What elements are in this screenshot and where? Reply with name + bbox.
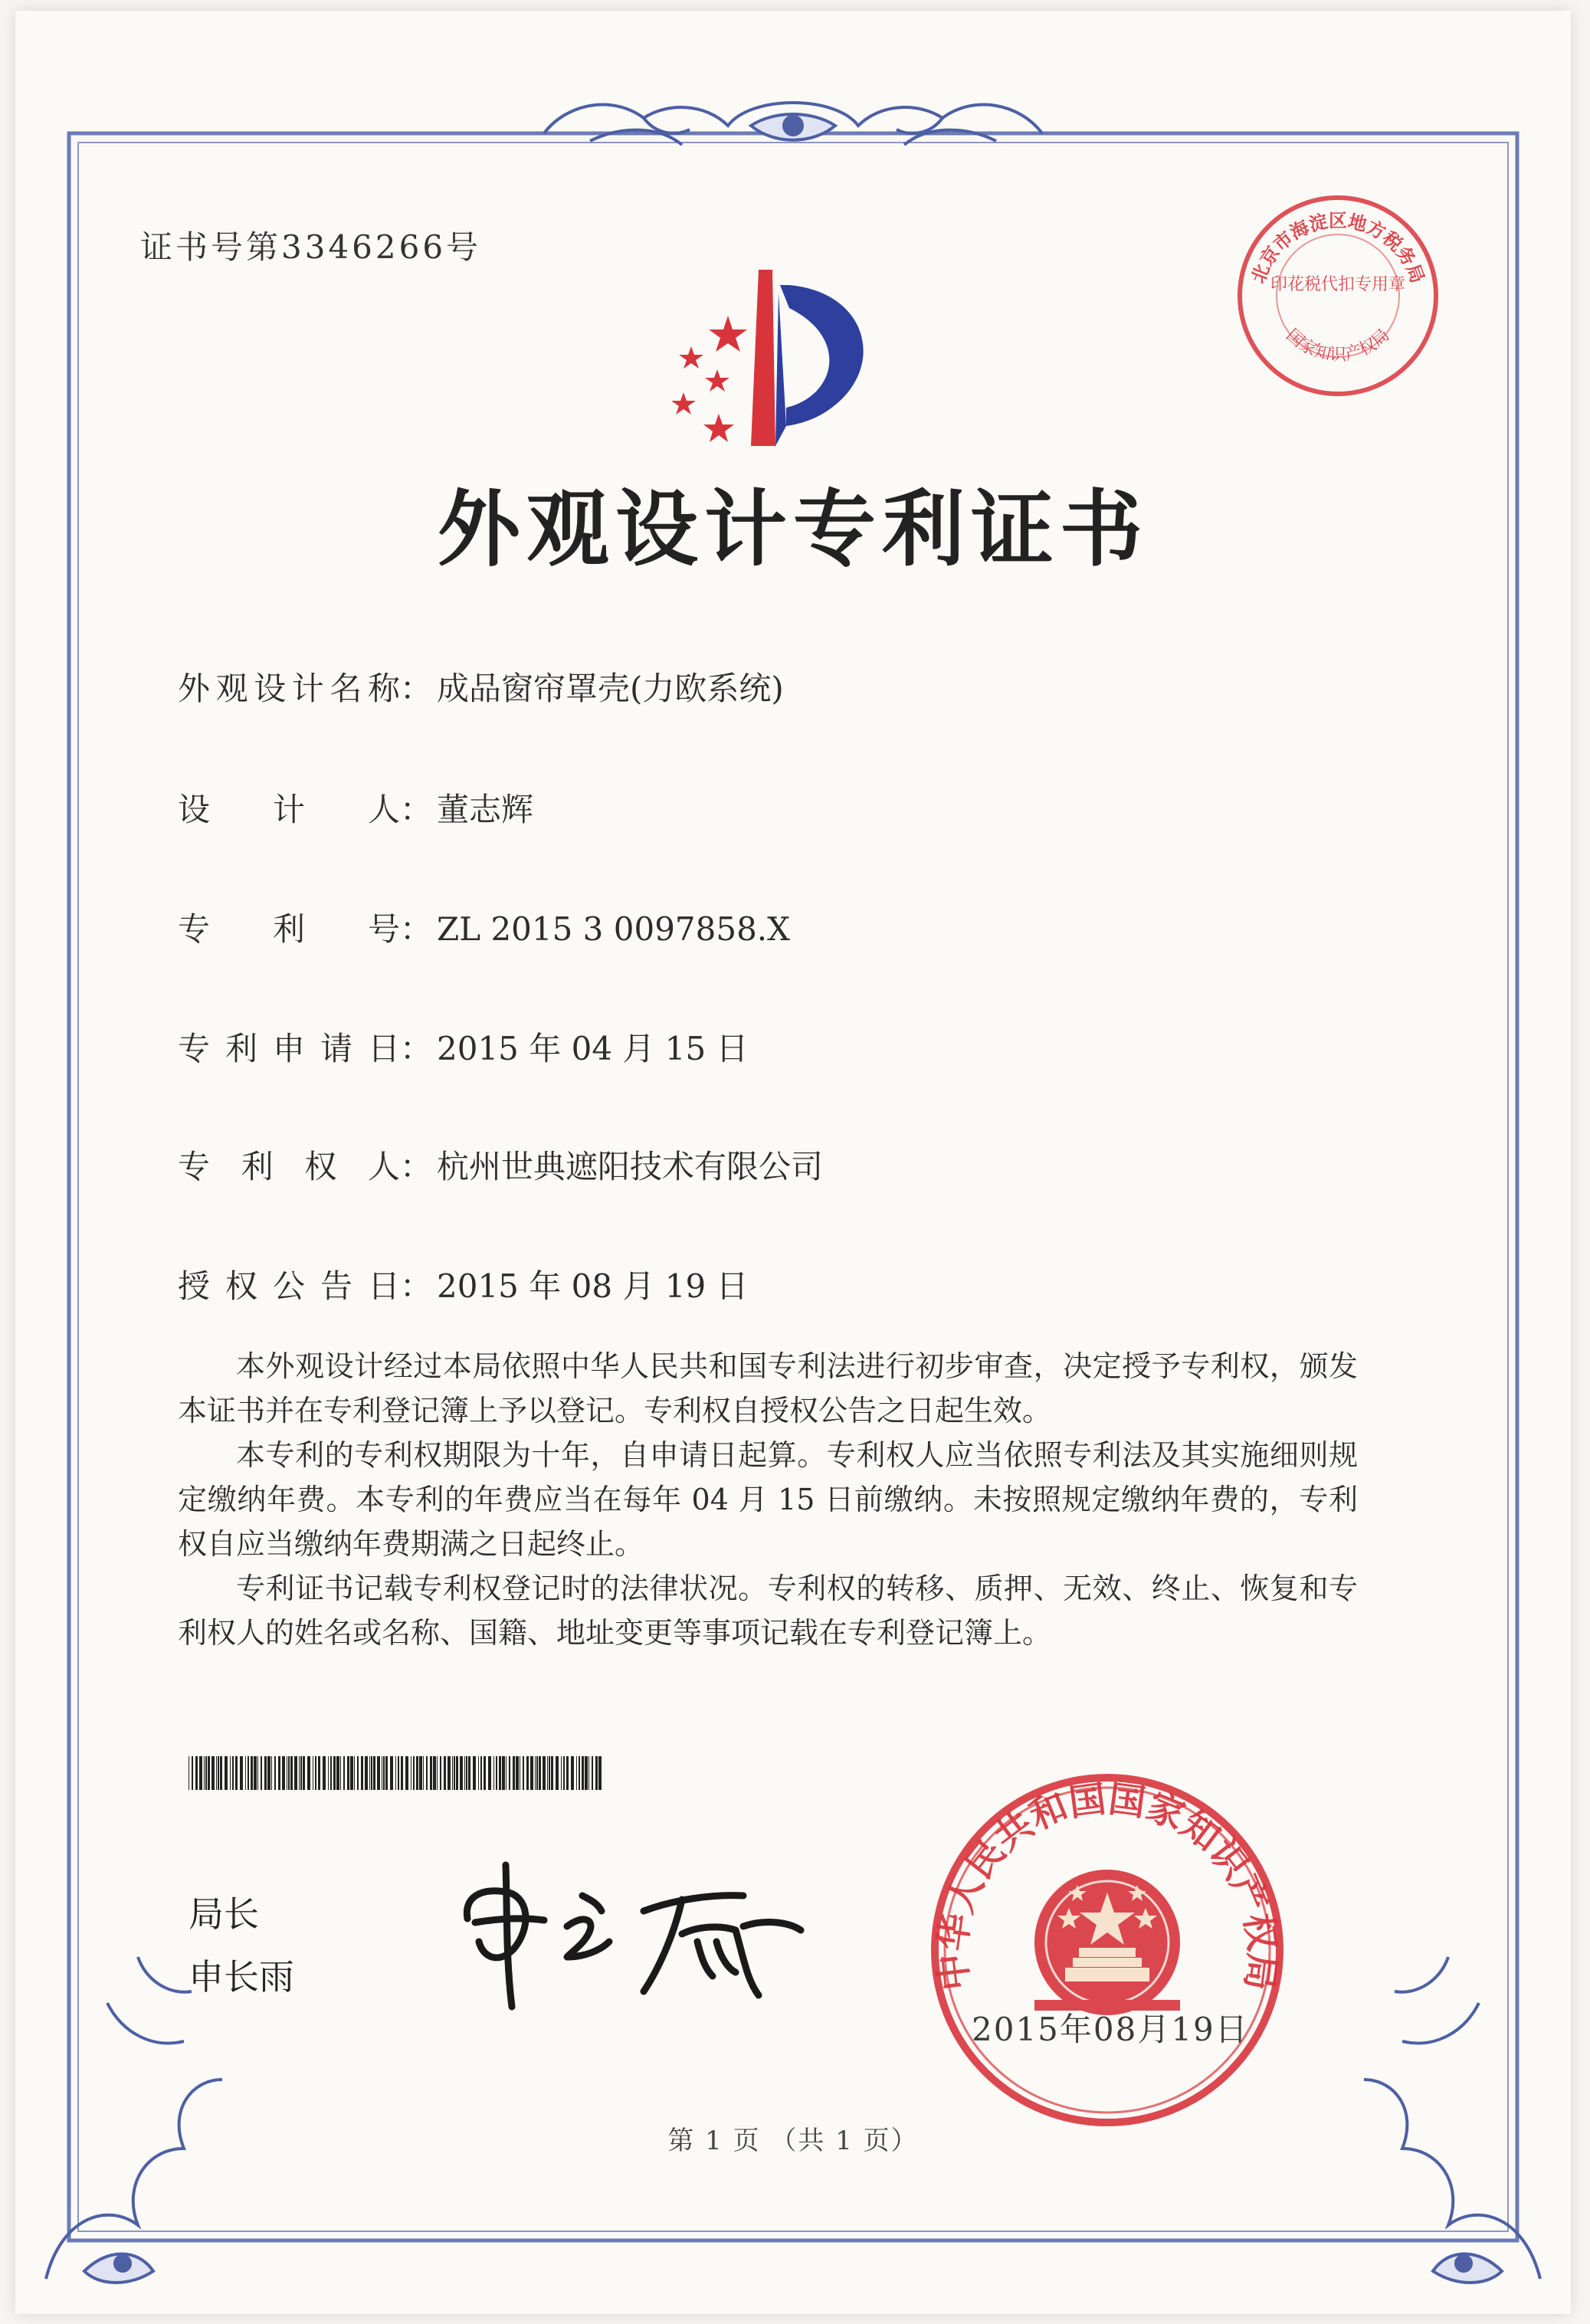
field-value: 成品窗帘罩壳(力欧系统) bbox=[437, 670, 784, 707]
barcode-bar bbox=[566, 1756, 569, 1790]
tax-stamp-center-text: 印花税代扣专用章 bbox=[1270, 275, 1406, 294]
certificate-page bbox=[15, 11, 1571, 2314]
certificate-title: 外观设计专利证书 bbox=[437, 481, 1149, 578]
body-paragraph-2: 本专利的专利权期限为十年，自申请日起算。专利权人应当依照专利法及其实施细则规定缴纳年费。本专利的年费应当在每年 04 月 15 日前缴纳。未按照规定缴纳年费的，专利权自应当缴纳年费期满之日起终止。 bbox=[178, 1438, 1358, 1561]
field-patent-number: 专利号： ZL 2015 3 0097858.X bbox=[178, 904, 790, 950]
barcode-bar bbox=[240, 1756, 243, 1790]
director-title: 局长 bbox=[189, 1893, 259, 1935]
barcode-bar bbox=[447, 1756, 451, 1790]
barcode-bar bbox=[271, 1756, 272, 1790]
barcode-bar bbox=[333, 1756, 336, 1790]
barcode-bar bbox=[526, 1756, 529, 1790]
field-patentee: 专利权人： 杭州世典遮阳技术有限公司 bbox=[178, 1142, 823, 1188]
field-label: 专利号 bbox=[178, 910, 400, 948]
barcode-bar bbox=[204, 1756, 205, 1790]
barcode-bar bbox=[543, 1756, 546, 1790]
barcode-bar bbox=[340, 1756, 341, 1790]
field-value: 杭州世典遮阳技术有限公司 bbox=[437, 1148, 824, 1185]
barcode-bar bbox=[464, 1756, 465, 1790]
seal-ring-text: 中华人民共和国国家知识产权局 bbox=[930, 1777, 1284, 1993]
barcode-bar bbox=[401, 1756, 403, 1790]
barcode-bar bbox=[354, 1756, 355, 1790]
field-label: 设计人 bbox=[178, 791, 400, 828]
barcode-bar bbox=[328, 1756, 329, 1790]
barcode-bar bbox=[192, 1756, 193, 1790]
field-label: 专利权人 bbox=[178, 1148, 400, 1185]
barcode-bar bbox=[336, 1756, 339, 1790]
barcode-bar bbox=[488, 1756, 491, 1790]
barcode-bar bbox=[440, 1756, 441, 1790]
barcode-bar bbox=[395, 1756, 396, 1790]
barcode-bar bbox=[536, 1756, 538, 1790]
barcode-bar bbox=[278, 1756, 280, 1790]
tax-stamp-bottom-text: 国家知识产权局 bbox=[1282, 326, 1394, 365]
barcode-bar bbox=[556, 1756, 559, 1790]
barcode-bar bbox=[579, 1756, 580, 1790]
barcode-bar bbox=[315, 1756, 316, 1790]
barcode-bar bbox=[373, 1756, 375, 1790]
barcode-bar bbox=[549, 1756, 550, 1790]
barcode-bar bbox=[493, 1756, 494, 1790]
barcode-bar bbox=[561, 1756, 562, 1790]
barcode-bar bbox=[444, 1756, 446, 1790]
tax-stamp-ring-text: 北京市海淀区地方税务局 bbox=[1246, 209, 1430, 287]
barcode-bar bbox=[294, 1756, 297, 1790]
cnipa-logo-icon bbox=[644, 262, 897, 469]
field-label: 外观设计名称 bbox=[178, 670, 400, 707]
barcode-bar bbox=[390, 1756, 393, 1790]
barcode-bar bbox=[216, 1756, 217, 1790]
field-design-name: 外观设计名称： 成品窗帘罩壳(力欧系统) bbox=[178, 664, 784, 710]
barcode-bar bbox=[460, 1756, 463, 1790]
director-signature bbox=[452, 1834, 812, 2018]
barcode-bar bbox=[282, 1756, 285, 1790]
field-designer: 设计人： 董志辉 bbox=[178, 785, 533, 831]
barcode-bar bbox=[288, 1756, 290, 1790]
barcode-bar bbox=[232, 1756, 234, 1790]
barcode-bar bbox=[585, 1756, 588, 1790]
barcode-bar bbox=[513, 1756, 515, 1790]
barcode-bar bbox=[582, 1756, 584, 1790]
barcode-bar bbox=[254, 1756, 257, 1790]
barcode-bar bbox=[365, 1756, 368, 1790]
barcode-bar bbox=[369, 1756, 370, 1790]
barcode-bar bbox=[416, 1756, 418, 1790]
barcode-bar bbox=[598, 1756, 602, 1790]
barcode-bar bbox=[357, 1756, 359, 1790]
barcode-bar bbox=[220, 1756, 222, 1790]
barcode-bar bbox=[274, 1756, 276, 1790]
barcode-bar bbox=[347, 1756, 349, 1790]
barcode-bar bbox=[502, 1756, 505, 1790]
field-label: 授权公告日 bbox=[178, 1267, 400, 1305]
barcode-bar bbox=[530, 1756, 533, 1790]
barcode-bar bbox=[423, 1756, 424, 1790]
barcode-bar bbox=[484, 1756, 486, 1790]
barcode-bar bbox=[343, 1756, 345, 1790]
barcode-bar bbox=[350, 1756, 353, 1790]
barcode-bar bbox=[456, 1756, 458, 1790]
field-label: 专利申请日 bbox=[178, 1030, 400, 1067]
barcode-bar bbox=[377, 1756, 380, 1790]
barcode-bar bbox=[195, 1756, 198, 1790]
barcode-bar bbox=[303, 1756, 305, 1790]
barcode-bar bbox=[539, 1756, 541, 1790]
barcode-bar bbox=[547, 1756, 548, 1790]
barcode-bar bbox=[506, 1756, 507, 1790]
barcode-bar bbox=[199, 1756, 202, 1790]
barcode-bar bbox=[535, 1756, 536, 1790]
barcode-bar bbox=[257, 1756, 258, 1790]
barcode-bar bbox=[516, 1756, 519, 1790]
barcode-bar bbox=[433, 1756, 436, 1790]
barcode-bar bbox=[571, 1756, 574, 1790]
barcode-bar bbox=[480, 1756, 482, 1790]
field-value: 董志辉 bbox=[437, 791, 534, 828]
barcode-bar bbox=[208, 1756, 210, 1790]
body-paragraph-3: 专利证书记载专利权登记时的法律状况。专利权的转移、质押、无效、终止、恢复和专利权人的姓名或名称、国籍、地址变更等事项记载在专利登记簿上。 bbox=[178, 1572, 1358, 1650]
barcode-bar bbox=[264, 1756, 267, 1790]
body-paragraph-1: 本外观设计经过本局依照中华人民共和国专利法进行初步审查，决定授予专利权，颁发本证书并在专利登记簿上予以登记。专利权自授权公告之日起生效。 bbox=[178, 1349, 1358, 1428]
barcode-bar bbox=[383, 1756, 385, 1790]
barcode-bar bbox=[361, 1756, 363, 1790]
field-value: 2015 年 08 月 19 日 bbox=[437, 1267, 749, 1305]
barcode-bar bbox=[452, 1756, 453, 1790]
barcode-bar bbox=[523, 1756, 524, 1790]
barcode-bar bbox=[430, 1756, 432, 1790]
barcode-bar bbox=[413, 1756, 415, 1790]
barcode-bar bbox=[468, 1756, 470, 1790]
barcode-bar bbox=[225, 1756, 228, 1790]
barcode-bar bbox=[398, 1756, 399, 1790]
barcode-bar bbox=[576, 1756, 577, 1790]
barcode-bar bbox=[211, 1756, 215, 1790]
barcode-bar bbox=[496, 1756, 497, 1790]
field-grant-date: 授权公告日： 2015 年 08 月 19 日 bbox=[178, 1261, 749, 1307]
cnipa-official-seal bbox=[927, 1770, 1287, 2130]
barcode-bar bbox=[437, 1756, 438, 1790]
top-ornament bbox=[544, 103, 1042, 145]
svg-text:国家知识产权局 bbox=[1282, 326, 1393, 365]
barcode-bar bbox=[235, 1756, 238, 1790]
barcode-bar bbox=[261, 1756, 262, 1790]
barcode-bar bbox=[563, 1756, 565, 1790]
barcode-bar bbox=[300, 1756, 302, 1790]
barcode-bar bbox=[551, 1756, 553, 1790]
barcode-bar bbox=[473, 1756, 476, 1790]
barcode-bar bbox=[330, 1756, 332, 1790]
body-paragraphs bbox=[178, 1344, 1358, 1655]
barcode-bar bbox=[218, 1756, 219, 1790]
barcode-bar bbox=[454, 1756, 455, 1790]
barcode-bar bbox=[318, 1756, 320, 1790]
barcode-bar bbox=[499, 1756, 501, 1790]
barcode-bar bbox=[405, 1756, 408, 1790]
barcode-bar bbox=[588, 1756, 589, 1790]
barcode-bar bbox=[385, 1756, 388, 1790]
barcode-bar bbox=[248, 1756, 249, 1790]
barcode-bar bbox=[299, 1756, 300, 1790]
barcode bbox=[189, 1756, 602, 1790]
barcode-bar bbox=[466, 1756, 467, 1790]
page-number: 第 1 页 （共 1 页） bbox=[667, 2126, 919, 2156]
director-name: 申长雨 bbox=[189, 1956, 294, 1998]
certificate-number: 证书号第3346266号 bbox=[140, 228, 482, 266]
barcode-bar bbox=[371, 1756, 372, 1790]
national-emblem-icon bbox=[1034, 1870, 1180, 2015]
barcode-bar bbox=[230, 1756, 231, 1790]
barcode-bar bbox=[509, 1756, 510, 1790]
barcode-bar bbox=[419, 1756, 422, 1790]
barcode-bar bbox=[426, 1756, 428, 1790]
field-value: ZL 2015 3 0097858.X bbox=[437, 910, 791, 948]
barcode-bar bbox=[323, 1756, 326, 1790]
field-value: 2015 年 04 月 15 日 bbox=[437, 1030, 749, 1067]
barcode-bar bbox=[595, 1756, 598, 1790]
barcode-bar bbox=[251, 1756, 253, 1790]
barcode-bar bbox=[307, 1756, 310, 1790]
barcode-bar bbox=[267, 1756, 270, 1790]
barcode-bar bbox=[205, 1756, 207, 1790]
barcode-bar bbox=[478, 1756, 479, 1790]
barcode-bar bbox=[290, 1756, 293, 1790]
barcode-bar bbox=[245, 1756, 246, 1790]
field-application-date: 专利申请日： 2015 年 04 月 15 日 bbox=[178, 1024, 749, 1070]
seal-date: 2015年08月19日 bbox=[972, 2011, 1249, 2048]
barcode-bar bbox=[592, 1756, 593, 1790]
tax-stamp-seal bbox=[1231, 188, 1445, 403]
